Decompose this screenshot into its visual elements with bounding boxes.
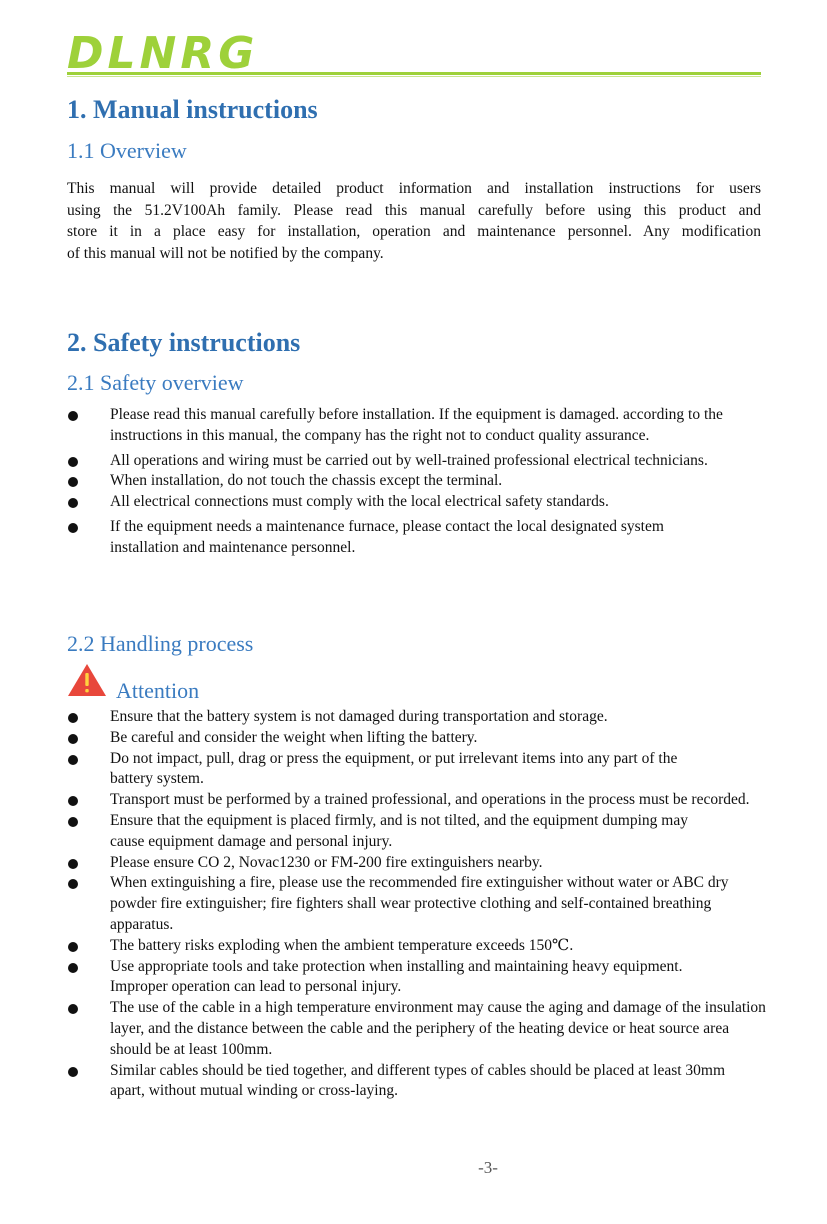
- bullet-icon: [68, 498, 78, 508]
- handling-process-list: [67, 707, 767, 1102]
- section1-subtitle: 1.1 Overview: [67, 138, 187, 163]
- safety-overview-title: 2.1 Safety overview: [67, 370, 244, 395]
- bullet-icon: [68, 755, 78, 765]
- header-rule: [67, 72, 761, 75]
- bullet-icon: [68, 477, 78, 487]
- list-item: All operations and wiring must be carried out by well-trained professional electrical technicians.: [67, 451, 727, 472]
- overview-line: store it in a place easy for installation, operation and maintenance personnel. Any modification: [67, 223, 761, 240]
- overview-line: using the 51.2V100Ah family. Please read this manual carefully before using this product and: [67, 201, 761, 219]
- bullet-icon: [68, 942, 78, 952]
- attention-label: Attention: [116, 678, 200, 703]
- list-item: Ensure that the battery system is not damaged during transportation and storage.: [67, 707, 767, 728]
- bullet-icon: [68, 713, 78, 723]
- list-item: Similar cables should be tied together, and different types of cables should be placed at least 30mm apart, without mutual winding or cross-laying.: [67, 1061, 767, 1103]
- page-number: -3-: [478, 1158, 498, 1177]
- bullet-icon: [68, 817, 78, 827]
- section2-title: 2. Safety instructions: [67, 328, 301, 357]
- list-item: Please ensure CO 2, Novac1230 or FM-200 fire extinguishers nearby.: [67, 853, 767, 874]
- brand-logo: [67, 30, 307, 72]
- bullet-icon: [68, 1067, 78, 1077]
- bullet-icon: [68, 796, 78, 806]
- list-item: The use of the cable in a high temperature environment may cause the aging and damage of the insulation layer, and the distance between the cable and the periphery of the heating device or heat source area should be at least 100mm.: [67, 998, 767, 1060]
- overview-line: This manual will provide detailed product information and installation instructions for users: [67, 180, 761, 197]
- bullet-icon: [68, 963, 78, 973]
- overview-line: of this manual will not be notified by the company.: [67, 244, 384, 262]
- section1-title: 1. Manual instructions: [67, 95, 318, 124]
- list-item: Be careful and consider the weight when lifting the battery.: [67, 728, 767, 749]
- list-item: When installation, do not touch the chassis except the terminal.: [67, 471, 727, 492]
- bullet-icon: [68, 859, 78, 869]
- list-item: Use appropriate tools and take protection when installing and maintaining heavy equipment. Improper operation can lead to personal injury.: [67, 957, 767, 999]
- safety-overview-list: [67, 405, 727, 559]
- list-item: Please read this manual carefully before installation. If the equipment is damaged. according to the instructions in this manual, the company has the right not to conduct quality assurance.: [67, 405, 727, 447]
- list-item: The battery risks exploding when the ambient temperature exceeds 150℃.: [67, 936, 767, 957]
- bullet-icon: [68, 879, 78, 889]
- overview-paragraph: [67, 178, 761, 264]
- list-item: Ensure that the equipment is placed firmly, and is not tilted, and the equipment dumping may cause equipment damage and personal injury.: [67, 811, 767, 853]
- list-item: When extinguishing a fire, please use the recommended fire extinguisher without water or ABC dry powder fire extinguisher; fire fighters shall wear protective clothing and self-contained breathing apparatus.: [67, 873, 767, 935]
- handling-process-title: 2.2 Handling process: [67, 631, 254, 656]
- bullet-icon: [68, 457, 78, 467]
- list-item: Do not impact, pull, drag or press the equipment, or put irrelevant items into any part of the battery system.: [67, 749, 767, 791]
- list-item: If the equipment needs a maintenance furnace, please contact the local designated system installation and maintenance personnel.: [67, 517, 727, 559]
- attention-heading: [67, 663, 267, 703]
- list-item: Transport must be performed by a trained professional, and operations in the process must be recorded.: [67, 790, 767, 811]
- bullet-icon: [68, 1004, 78, 1014]
- bullet-icon: [68, 411, 78, 421]
- list-item: All electrical connections must comply with the local electrical safety standards.: [67, 492, 727, 513]
- bullet-icon: [68, 523, 78, 533]
- bullet-icon: [68, 734, 78, 744]
- svg-text:DLNRG: DLNRG: [67, 30, 259, 72]
- warning-triangle-icon: [67, 663, 107, 697]
- header-rule-thin: [67, 76, 761, 77]
